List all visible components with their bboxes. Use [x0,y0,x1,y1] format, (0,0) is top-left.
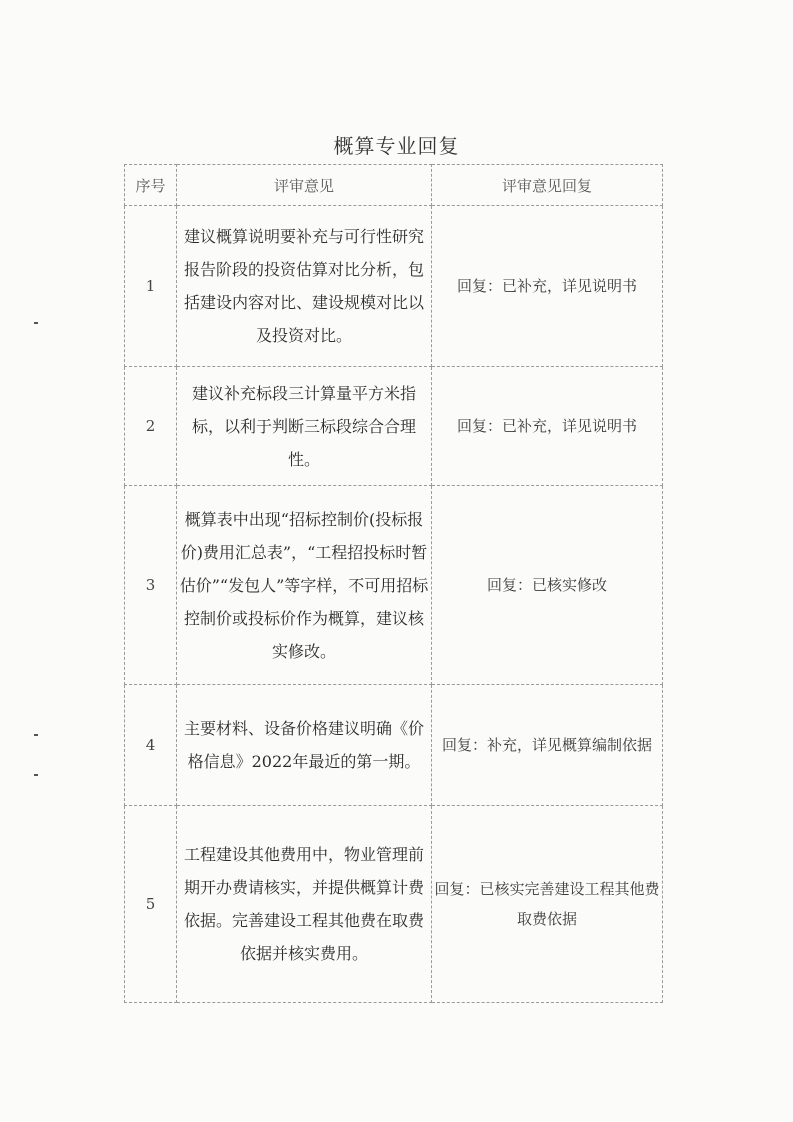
header-number: 序号 [125,165,177,206]
opinion-reply: 回复：已核实修改 [432,486,663,685]
header-opinion: 评审意见 [177,165,432,206]
table-row [125,685,663,806]
row-number: 1 [125,206,177,367]
scan-speck [34,734,38,736]
scan-speck [34,322,38,324]
row-number: 2 [125,367,177,486]
review-opinion: 主要材料、设备价格建议明确《价格信息》2022年最近的第一期。 [177,685,432,806]
review-opinion: 建议补充标段三计算量平方米指标，以利于判断三标段综合合理性。 [177,367,432,486]
table-row [125,206,663,367]
page-title: 概算专业回复 [333,134,460,158]
opinion-reply: 回复：已补充，详见说明书 [432,206,663,367]
review-table [124,164,663,1003]
opinion-reply: 回复：补充，详见概算编制依据 [432,685,663,806]
opinion-reply: 回复：已核实完善建设工程其他费取费依据 [432,806,663,1003]
header-reply: 评审意见回复 [432,165,663,206]
row-number: 3 [125,486,177,685]
review-opinion: 工程建设其他费用中，物业管理前期开办费请核实，并提供概算计费依据。完善建设工程其他费在取费依据并核实费用。 [177,806,432,1003]
review-opinion: 概算表中出现“招标控制价(投标报价)费用汇总表”，“工程招投标时暂估价”“发包人”等字样，不可用招标控制价或投标价作为概算，建议核实修改。 [177,486,432,685]
table-header-row [125,165,663,206]
row-number: 4 [125,685,177,806]
table-row [125,806,663,1003]
row-number: 5 [125,806,177,1003]
table-row [125,367,663,486]
table-row [125,486,663,685]
opinion-reply: 回复：已补充，详见说明书 [432,367,663,486]
scan-speck [34,774,38,776]
review-opinion: 建议概算说明要补充与可行性研究报告阶段的投资估算对比分析，包括建设内容对比、建设规模对比以及投资对比。 [177,206,432,367]
